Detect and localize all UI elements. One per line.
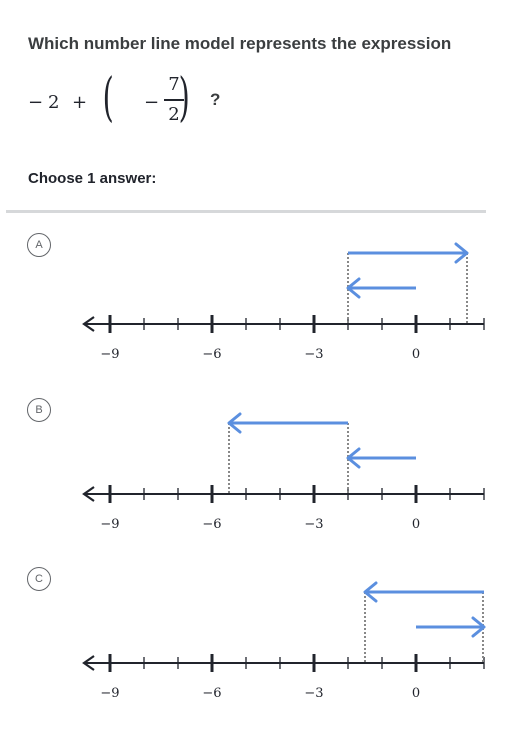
tick-label: −6 (202, 347, 222, 362)
choice-letter-b[interactable]: B (27, 398, 51, 422)
tick-label: −3 (304, 347, 324, 362)
fraction-numerator: 7 (168, 74, 180, 95)
fraction-denominator: 2 (168, 103, 180, 125)
choose-label: Choose 1 answer: (28, 170, 157, 187)
question-text: Which number line model represents the expression (28, 34, 452, 53)
question-mark: ? (210, 90, 221, 109)
expr-inner-minus: − (144, 92, 160, 113)
right-paren: ) (178, 68, 190, 128)
tick-label: 0 (411, 686, 421, 701)
choice-letter-c[interactable]: C (27, 567, 51, 591)
number-line-c (0, 567, 526, 737)
number-line-a (0, 228, 526, 398)
choice-letter-a[interactable]: A (27, 233, 51, 257)
tick-label: −9 (100, 517, 120, 532)
math-expression (28, 70, 508, 140)
divider (6, 210, 486, 213)
choice-c[interactable] (0, 567, 526, 737)
expr-plus: + (72, 92, 88, 113)
tick-label: 0 (411, 517, 421, 532)
tick-label: −6 (202, 517, 222, 532)
tick-label: −3 (304, 686, 324, 701)
number-line-b (0, 398, 526, 568)
expr-minus: − (28, 92, 44, 113)
question (28, 32, 508, 140)
left-paren: ( (102, 68, 114, 128)
tick-label: −9 (100, 347, 120, 362)
tick-label: −6 (202, 686, 222, 701)
choice-a[interactable] (0, 228, 526, 398)
choice-b[interactable] (0, 398, 526, 568)
expr-first-term: 2 (48, 92, 60, 113)
tick-label: 0 (411, 347, 421, 362)
tick-label: −3 (304, 517, 324, 532)
tick-label: −9 (100, 686, 120, 701)
